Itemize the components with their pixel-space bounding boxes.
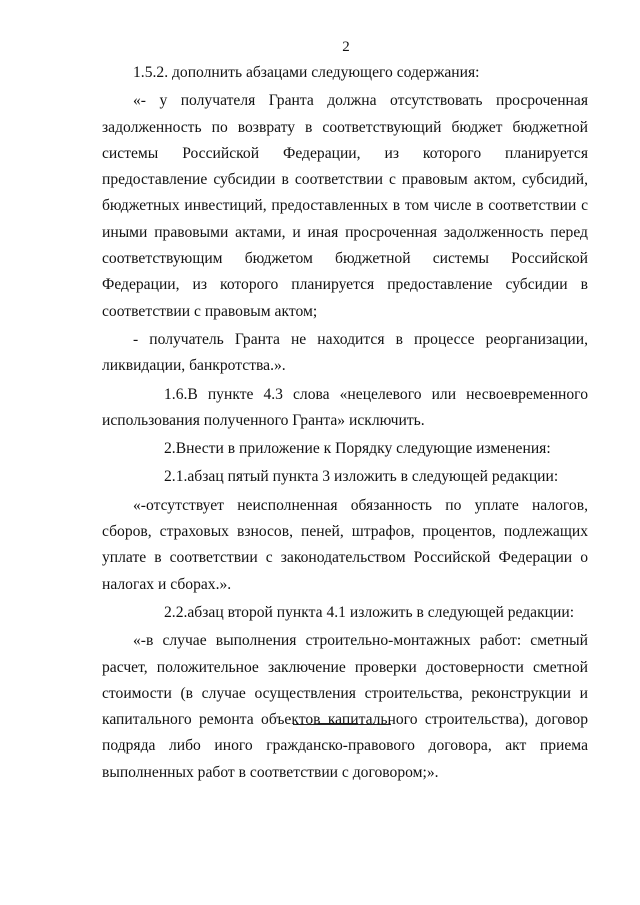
- paragraph-2-1-text: абзац пятый пункта 3 изложить в следующей редакции:: [187, 468, 559, 486]
- paragraph-taxes: «-отсутствует неисполненная обязанность по уплате налогов, сборов, страховых взносов, пеней, штрафов, процентов, подлежащих уплате в соответствии с законодательством Российской Федерации о налогах и сборах.».: [102, 496, 588, 593]
- paragraph-1-6-text: В пункте 4.3 слова «нецелевого или несвоевременного использования полученного Гранта» исключить.: [102, 385, 588, 429]
- paragraph-grant-debt: «- у получателя Гранта должна отсутствовать просроченная задолженность по возврату в соответствующий бюджет бюджетной системы Российской Федерации, из которого планируется предоставление субсидии в соответствии с правовым актом, субсидий, бюджетных инвестиций, предоставленных в том числе в соответствии с иными правовыми актами, и иная просроченная задолженность перед соответствующим бюджетом бюджетной системы Российской Федерации, из которого планируется предоставление субсидии в соответствии с правовым актом;: [102, 92, 588, 320]
- paragraph-grant-reorganization: - получатель Гранта не находится в процессе реорганизации, ликвидации, банкротства.».: [102, 330, 588, 375]
- paragraph-1-5-2: 1.5.2. дополнить абзацами следующего содержания:: [133, 64, 480, 81]
- paragraph-2-2: [102, 600, 588, 626]
- end-divider-accent: [318, 723, 358, 725]
- paragraph-2-2-text: абзац второй пункта 4.1 изложить в следующей редакции:: [187, 603, 575, 621]
- paragraph-2-number: 2.: [164, 440, 176, 458]
- page-number: 2: [342, 39, 350, 55]
- paragraph-2-text: Внести в приложение к Порядку следующие изменения:: [175, 440, 551, 458]
- paragraph-2-1-number: 2.1.: [164, 468, 188, 486]
- document-body: [102, 60, 588, 786]
- paragraph-construction: «-в случае выполнения строительно-монтажных работ: сметный расчет, положительное заключение проверки достоверности сметной стоимости (в случае осуществления строительства, реконструкции и капитального ремонта объектов капитального строительства), договор подряда либо иного гражданско-правового договора, акт приема выполненных работ в соответствии с договором;».: [102, 632, 588, 781]
- paragraph-2: [102, 436, 588, 462]
- paragraph-2-2-number: 2.2.: [164, 603, 188, 621]
- paragraph-1-6-number: 1.6.: [164, 385, 188, 403]
- paragraph-1-6: [102, 382, 588, 435]
- paragraph-2-1: [102, 464, 588, 490]
